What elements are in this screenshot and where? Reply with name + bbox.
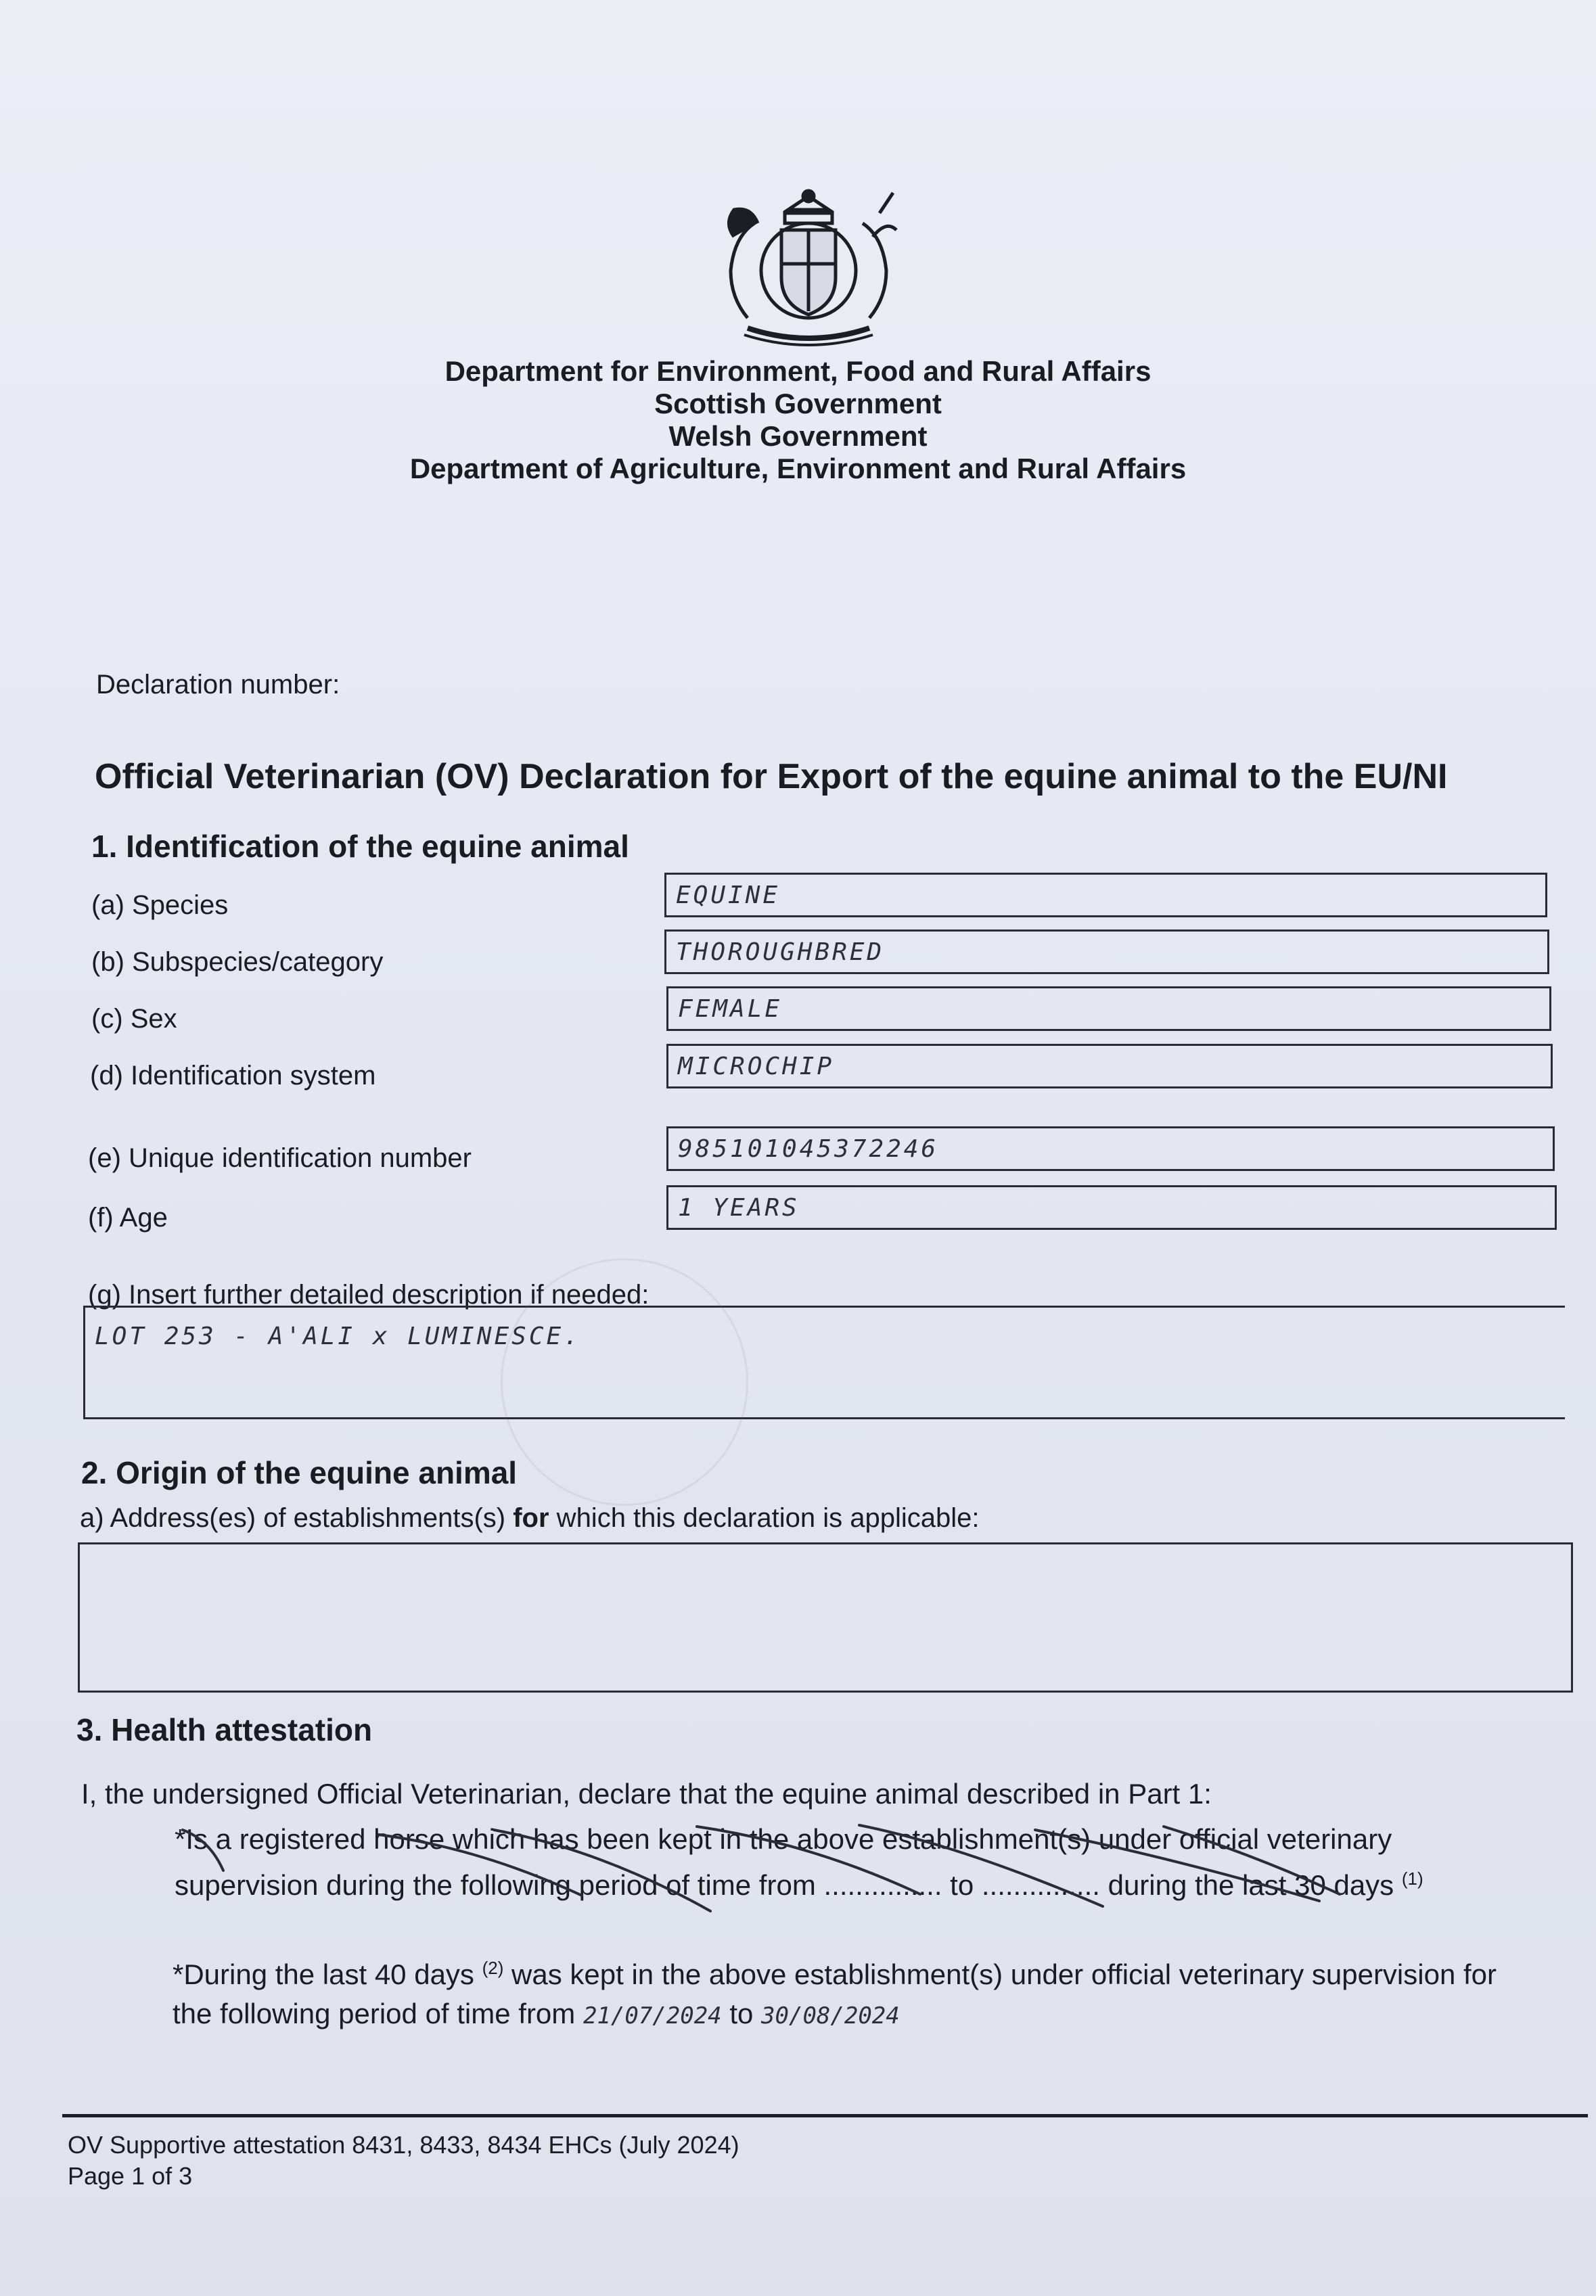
description-value: LOT 253 - A'ALI x LUMINESCE. [95,1323,581,1350]
health-option-1-line-1: *Is a registered horse which has been kept in the above establishment(s) under official veterinary [175,1823,1392,1855]
footnote-ref-2: (2) [482,1958,504,1978]
section3-heading: 3. Health attestation [76,1712,373,1747]
address-label-pre: a) Address(es) of establishments(s) [80,1503,514,1533]
address-field[interactable] [78,1542,1573,1693]
age-value: 1 YEARS [678,1194,800,1222]
section1-heading: 1. Identification of the equine animal [91,829,629,864]
health-option-2-line-2 [173,1994,1497,2036]
identification-system-value: MICROCHIP [678,1053,835,1080]
royal-coat-of-arms-icon [707,183,910,352]
sex-label: (c) Sex [91,1004,177,1034]
identification-system-label: (d) Identification system [90,1061,376,1090]
health-option-2 [173,1948,1497,2036]
health-option-1-line-2 [175,1859,1423,1905]
health-intro: I, the undersigned Official Veterinarian, declare that the equine animal described in Part 1: [81,1778,1212,1810]
period-to-date[interactable]: 30/08/2024 [761,2002,900,2029]
description-label: (g) Insert further detailed description if needed: [88,1280,649,1310]
department-line: Department of Agriculture, Environment and Rural Affairs [409,453,1187,484]
description-field[interactable] [83,1306,1565,1419]
species-label: (a) Species [91,890,229,920]
age-label: (f) Age [88,1203,168,1233]
department-line: Welsh Government [668,420,928,452]
sex-value: FEMALE [678,995,783,1023]
document-title: Official Veterinarian (OV) Declaration for Export of the equine animal to the EU/NI [95,757,1448,796]
health-option-2-to: to [721,1998,762,2029]
footer-divider [62,2114,1588,2117]
faint-stamp [501,1258,748,1506]
subspecies-value: THOROUGHBRED [676,938,885,966]
department-line: Scottish Government [654,388,942,419]
department-line: Department for Environment, Food and Rural Affairs [444,355,1152,387]
footer [68,2130,739,2192]
page-label: Page [68,2162,132,2190]
age-field[interactable] [666,1185,1557,1230]
health-option-2-text-a: *During the last 40 days [173,1958,482,1990]
species-value: EQUINE [676,881,781,909]
sex-field[interactable] [666,986,1551,1031]
health-option-2-text-c: the following period of time from [173,1998,583,2029]
declaration-number-label: Declaration number: [96,670,340,699]
footnote-ref-1: (1) [1401,1868,1423,1889]
health-option-1-line-2-text: supervision during the following period of time from ............... to ............... during the last 30 days [175,1869,1394,1901]
page-of: of [145,2162,179,2190]
period-from-date[interactable]: 21/07/2024 [583,2002,722,2029]
address-label [80,1503,979,1534]
page-current: 1 [131,2162,145,2190]
unique-id-value: 985101045372246 [678,1135,939,1163]
unique-id-field[interactable] [666,1126,1555,1171]
subspecies-label: (b) Subspecies/category [91,947,384,977]
footer-attestation: OV Supportive attestation 8431, 8433, 8434 EHCs (July 2024) [68,2131,739,2159]
health-option-1 [175,1820,1423,1905]
subspecies-field[interactable] [664,929,1549,974]
species-field[interactable] [664,873,1547,917]
address-label-post: which this declaration is applicable: [549,1503,980,1533]
health-option-2-text-b: was kept in the above establishment(s) under official veterinary supervision for [503,1958,1497,1990]
address-label-bold: for [513,1503,549,1533]
section2-heading: 2. Origin of the equine animal [81,1455,518,1490]
page-number [68,2161,739,2192]
identification-system-field[interactable] [666,1044,1553,1088]
page-total: 3 [179,2162,193,2190]
issuing-departments [0,355,1596,485]
health-option-2-line-1 [173,1948,1497,1994]
unique-id-label: (e) Unique identification number [88,1143,472,1173]
